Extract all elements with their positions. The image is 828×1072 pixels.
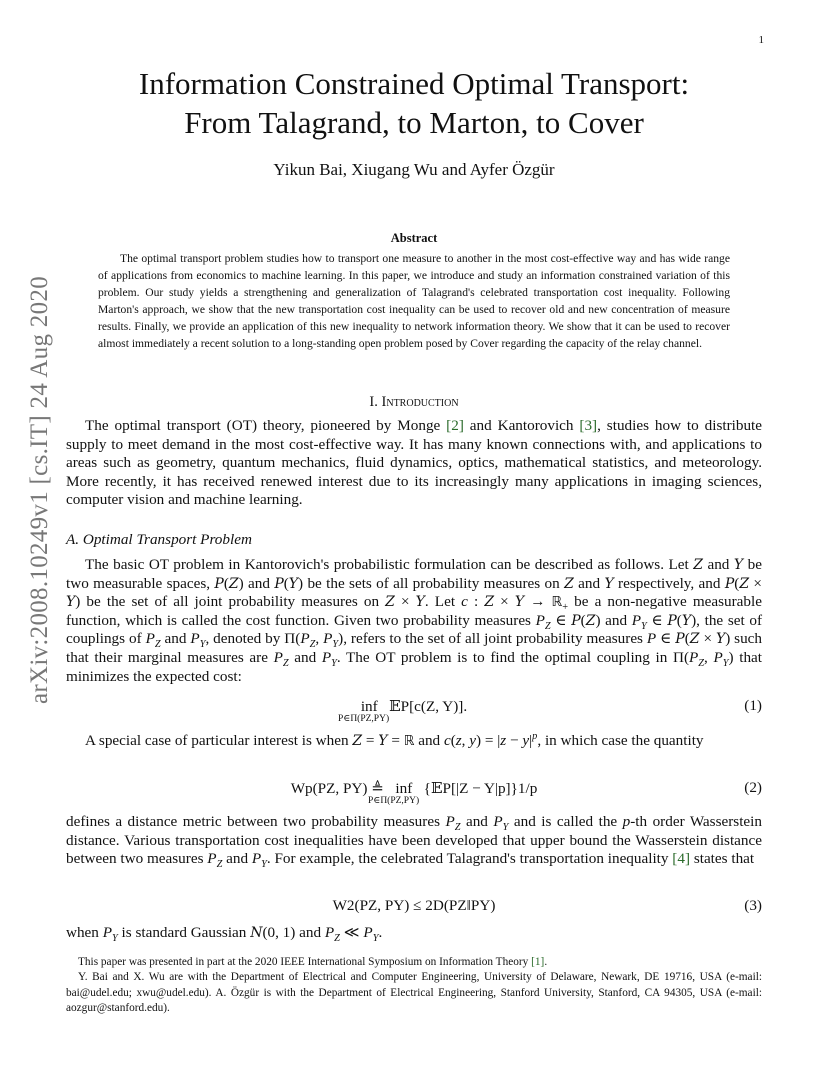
citation-link[interactable]: [2] [446,417,464,434]
citation-link[interactable]: [1] [531,956,545,968]
equation-number: (3) [744,897,762,914]
citation-link[interactable]: [3] [579,417,598,434]
wasserstein-paragraph: defines a distance metric between two probability measures $P_Z$ and $P_Y$ and is called the p-th order Wasserstein distance. Various transportation cost inequalities have been developed that upper bound the Wasserstein distance between two measures $P_Z$ and $P_Y$. For example, the celebrated Talagrand's transportation inequality [4] states that [66,813,762,871]
page-number: 1 [758,34,764,46]
authors: Yikun Bai, Xiugang Wu and Ayfer Özgür [273,160,555,179]
abstract-text: The optimal transport problem studies how to transport one measure to another in the most cost-effective way and has wide range of applications from economics to machine learning. In this paper, we introduce and study an information constrained variation of this problem. Our study yields a strengthening and generalization of Talagrand's celebrated transportation cost inequality. Following Marton's approach, we show that the new transportation cost inequality can be used to recover old and new concentration of measure results. Finally, we provide an application of this new inequality to network information theory. We show that it can be used to recover almost immediately a recent solution to a long-standing open problem posed by Cover regarding the capacity of the relay channel. [98,252,730,350]
intro-paragraph: The optimal transport (OT) theory, pioneered by Monge [2] and Kantorovich [3], studies how to distribute supply to meet demand in the most cost-effective way. It has many known connections with, and applications to areas such as geometry, quantum mechanics, fluid dynamics, optics, mathematical statistics, and meteorology. More recently, it has received renewed interest due to its increasingly many applications in imaging sciences, computer vision and machine learning. [66,417,763,509]
section-heading-introduction: I. Introduction [369,394,459,410]
equation-number: (2) [744,779,762,796]
special-case-paragraph: A special case of particular interest is when Z = Y = ℝ and c(z, $y) = |z - y|^p$, in which case the quantity [85,730,704,749]
abstract-heading: Abstract [390,231,438,245]
citation-link[interactable]: [4] [672,850,691,868]
arxiv-stamp: arXiv:2008.10249v1 [cs.IT] 24 Aug 2020 [26,275,53,705]
footnote-presentation: This paper was presented in part at the 2020 IEEE International Symposium on Information Theory [1]. [78,956,548,968]
title-line-1: Information Constrained Optimal Transport: [138,66,690,101]
footnote-affiliations: Y. Bai and X. Wu are with the Department of Electrical and Computer Engineering, University of Delaware, Newark, DE 19716, USA (e-mail: bai@udel.edu; xwu@udel.edu). A. Özgür is with the Department of Electrical Engineering, Stanford University, Stanford, CA 94305, USA (e-mail: aozgur@stanford.edu). [66,971,762,1015]
gaussian-paragraph: when $P_Y$ is standard Gaussian N(0, 1) and $P_Z$ ≪ $P_Y$. [66,924,383,945]
ot-paragraph: The basic OT problem in Kantorovich's probabilistic formulation can be described as follows. Let Z and Y be two measurable spaces, P(Z) and P(Y) be the sets of all probability measures on Z and Y respectively, and P(Z × Y) be the set of all joint probability measures on Z × Y. Let c : Z × Y → ℝ$_+$ be a non-negative measurable function, which is called the cost function. Given two probability measures $P_Z$ ∈ P(Z) and $P_Y$ ∈ P(Y), the set of couplings of $P_Z$ and $P_Y$, denoted by $\Pi(P_Z$, $P_Y$), refers to the set of all joint probability measures P ∈ P(Z × Y) such that their marginal measures are $P_Z$ and $P_Y$. The OT problem is to find the optimal coupling in $\Pi(P_Z$, $P_Y$) that minimizes the expected cost: [66,556,763,685]
paper-title [0,64,828,142]
title-line-2: From Talagrand, to Marton, to Cover [184,105,644,140]
equation-number: (1) [744,697,762,714]
subsection-heading: A. Optimal Transport Problem [66,531,252,548]
